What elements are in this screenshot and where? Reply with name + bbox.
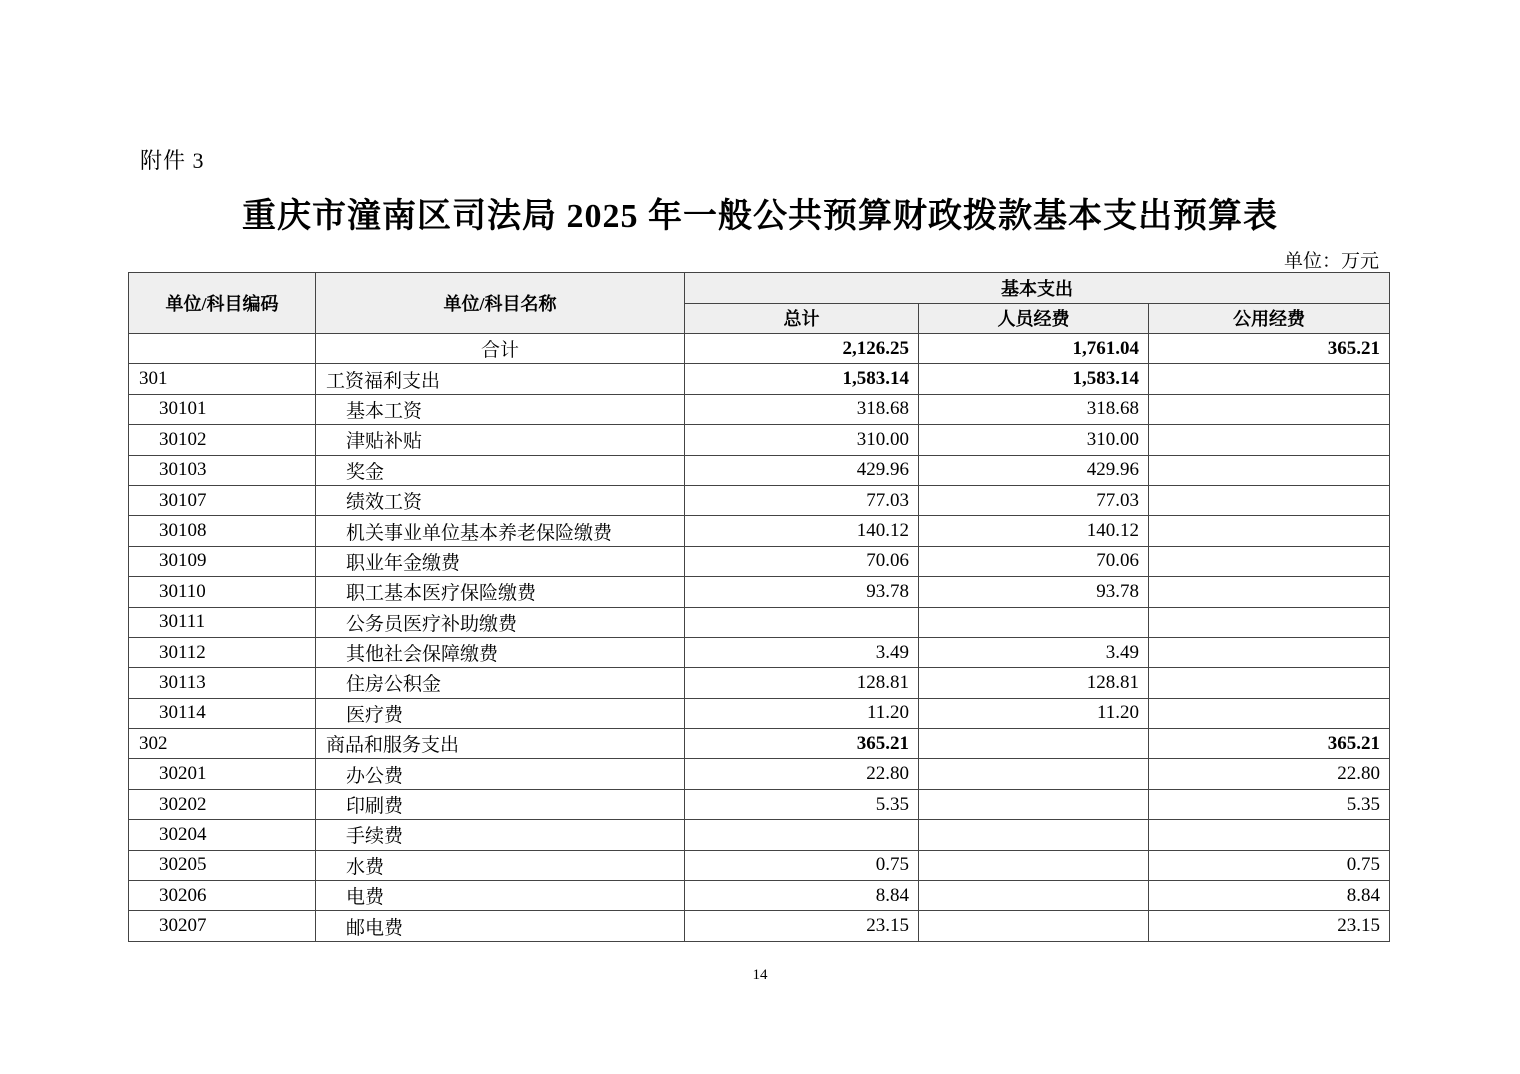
table-row [129,637,1390,667]
cell-personnel [919,759,1149,789]
cell-code: 30109 [129,546,316,576]
cell-name: 奖金 [316,455,685,485]
header-total: 总计 [685,303,919,334]
cell-public [1149,698,1390,728]
cell-personnel: 429.96 [919,455,1149,485]
table-row [129,516,1390,546]
header-public: 公用经费 [1149,303,1390,334]
cell-public [1149,577,1390,607]
cell-total: 70.06 [685,546,919,576]
cell-name: 住房公积金 [316,668,685,698]
cell-code: 30103 [129,455,316,485]
table-row [129,425,1390,455]
cell-personnel: 1,761.04 [919,334,1149,364]
cell-total: 8.84 [685,881,919,911]
budget-table [128,272,1390,942]
cell-public [1149,516,1390,546]
cell-personnel: 3.49 [919,637,1149,667]
cell-personnel: 310.00 [919,425,1149,455]
cell-public [1149,364,1390,394]
cell-public: 365.21 [1149,334,1390,364]
cell-code: 30112 [129,637,316,667]
table-row [129,850,1390,880]
table-row [129,668,1390,698]
cell-code: 301 [129,364,316,394]
header-code: 单位/科目编码 [129,273,316,334]
cell-code: 30201 [129,759,316,789]
cell-code: 30101 [129,394,316,424]
cell-total: 365.21 [685,729,919,759]
cell-name: 津贴补贴 [316,425,685,455]
cell-name: 职业年金缴费 [316,546,685,576]
cell-code: 30207 [129,911,316,941]
cell-public [1149,455,1390,485]
table-row [129,911,1390,941]
cell-code [129,334,316,364]
cell-public [1149,546,1390,576]
cell-total [685,607,919,637]
cell-public [1149,668,1390,698]
cell-name: 商品和服务支出 [316,729,685,759]
cell-public [1149,820,1390,850]
cell-public: 23.15 [1149,911,1390,941]
cell-personnel: 70.06 [919,546,1149,576]
header-basic-expenditure: 基本支出 [685,273,1390,304]
unit-label: 单位：万元 [1283,251,1379,272]
cell-name: 邮电费 [316,911,685,941]
cell-code: 30107 [129,485,316,515]
cell-total: 1,583.14 [685,364,919,394]
cell-name: 基本工资 [316,394,685,424]
cell-public [1149,637,1390,667]
cell-total: 2,126.25 [685,334,919,364]
page-title: 重庆市潼南区司法局 2025 年一般公共预算财政拨款基本支出预算表 [242,198,1278,235]
cell-code: 30206 [129,881,316,911]
cell-personnel: 318.68 [919,394,1149,424]
table-row [129,607,1390,637]
cell-name: 工资福利支出 [316,364,685,394]
cell-name: 合计 [316,334,685,364]
cell-code: 30202 [129,789,316,819]
cell-total: 128.81 [685,668,919,698]
table-row [129,789,1390,819]
cell-personnel: 1,583.14 [919,364,1149,394]
cell-name: 印刷费 [316,789,685,819]
cell-public: 365.21 [1149,729,1390,759]
cell-public: 8.84 [1149,881,1390,911]
cell-total: 310.00 [685,425,919,455]
cell-public [1149,485,1390,515]
cell-personnel [919,850,1149,880]
table-row [129,881,1390,911]
cell-code: 30110 [129,577,316,607]
page-number: 14 [752,967,768,983]
cell-public [1149,607,1390,637]
cell-public: 5.35 [1149,789,1390,819]
cell-total: 140.12 [685,516,919,546]
table-row [129,364,1390,394]
cell-code: 302 [129,729,316,759]
cell-code: 30108 [129,516,316,546]
header-personnel: 人员经费 [919,303,1149,334]
cell-total: 23.15 [685,911,919,941]
cell-personnel: 11.20 [919,698,1149,728]
cell-public: 22.80 [1149,759,1390,789]
table-row [129,820,1390,850]
cell-code: 30102 [129,425,316,455]
cell-total: 93.78 [685,577,919,607]
cell-personnel: 77.03 [919,485,1149,515]
cell-personnel [919,789,1149,819]
table-row [129,394,1390,424]
cell-name: 水费 [316,850,685,880]
cell-total: 11.20 [685,698,919,728]
cell-code: 30111 [129,607,316,637]
cell-name: 其他社会保障缴费 [316,637,685,667]
cell-name: 机关事业单位基本养老保险缴费 [316,516,685,546]
cell-personnel [919,881,1149,911]
attachment-label: 附件 3 [140,148,205,173]
cell-total [685,820,919,850]
cell-code: 30113 [129,668,316,698]
cell-total: 5.35 [685,789,919,819]
table-row [129,455,1390,485]
cell-code: 30114 [129,698,316,728]
cell-total: 3.49 [685,637,919,667]
cell-personnel [919,607,1149,637]
cell-total: 77.03 [685,485,919,515]
cell-name: 办公费 [316,759,685,789]
cell-code: 30205 [129,850,316,880]
cell-personnel [919,911,1149,941]
cell-personnel [919,820,1149,850]
cell-public [1149,425,1390,455]
cell-name: 职工基本医疗保险缴费 [316,577,685,607]
cell-public: 0.75 [1149,850,1390,880]
table-row [129,698,1390,728]
cell-name: 公务员医疗补助缴费 [316,607,685,637]
cell-personnel: 140.12 [919,516,1149,546]
cell-name: 手续费 [316,820,685,850]
cell-code: 30204 [129,820,316,850]
cell-total: 0.75 [685,850,919,880]
table-row [129,759,1390,789]
cell-public [1149,394,1390,424]
header-name: 单位/科目名称 [316,273,685,334]
cell-personnel: 93.78 [919,577,1149,607]
cell-total: 318.68 [685,394,919,424]
cell-name: 绩效工资 [316,485,685,515]
cell-total: 429.96 [685,455,919,485]
cell-name: 电费 [316,881,685,911]
table-row [129,485,1390,515]
table-row [129,334,1390,364]
table-row [129,729,1390,759]
cell-name: 医疗费 [316,698,685,728]
table-row [129,546,1390,576]
cell-personnel: 128.81 [919,668,1149,698]
cell-personnel [919,729,1149,759]
cell-total: 22.80 [685,759,919,789]
table-body [129,334,1390,942]
table-row [129,577,1390,607]
